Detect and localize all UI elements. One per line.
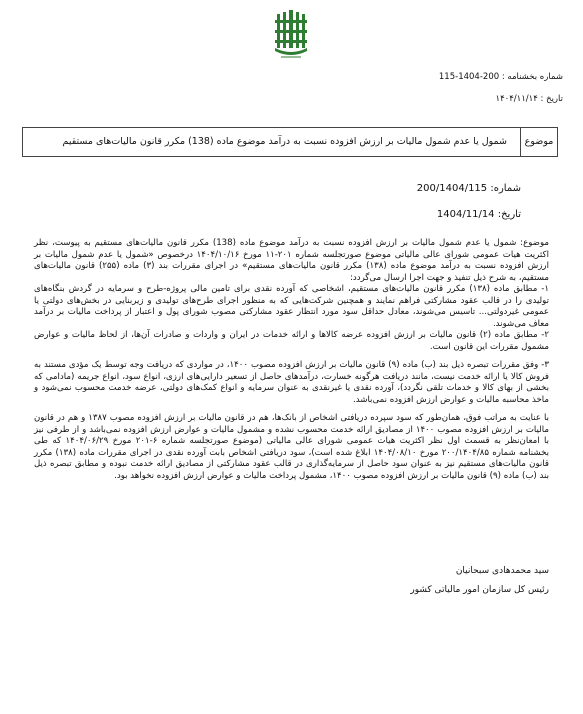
circular-number: شماره بخشنامه : 200-1404-115 [438,72,563,82]
letter-body [34,238,549,482]
letter-date: تاریخ: 1404/11/14 [436,209,521,220]
subject-label: موضوع [520,128,557,156]
body-intro: موضوع: شمول یا عدم شمول مالیات بر ارزش افزوده نسبت به درآمد موضوع ماده (138) مکرر قانون مالیات‌های مستقیم به پیوست، نظر اکثریت هیات عمومی شورای عالی مالیاتی موضوع صورتجلسه شماره ۲۰۱-۱۱ مورخ ۱۴۰۴/۱۰/۱۶ درخصوص «شمول یا عدم شمول مالیات بر ارزش افزوده نسبت به درآمد موضوع ماده (۱۳۸) مکرر قانون مالیات‌های مستقیم» در اجرای مقررات بند (۳) ماده (۲۵۵) قانون مالیات‌های مستقیم، به شرح ذیل تنفیذ و جهت اجرا ارسال می‌گردد: [34,238,549,283]
body-conclusion: با عنایت به مراتب فوق، همان‌طور که سود سپرده دریافتی اشخاص از بانک‌ها، هم در قانون مالیات بر ارزش افزوده مصوب ۱۳۸۷ و هم در قانون مالیات بر ارزش افزوده مصوب ۱۴۰۰ از مصادیق ارائه خدمت محسوب نشده و مشمول مالیات و عوارض ارزش افزوده نمی‌باشد و از طرفی نیز با امعان‌نظر به قسمت اول نظر اکثریت هیات عمومی شورای عالی مالیاتی (موضوع صورتجلسه شماره ۶-۲۰۱ مورخ ۱۴۰۴/۰۶/۲۹ که طی بخشنامه شماره ۲۰۰/۱۴۰۴/۸۵ مورخ ۱۴۰۴/۰۸/۱۰ ابلاغ شده است)، سود دریافتی اشخاص بابت آورده نقدی در اجرای مقررات ماده (۱۳۸) مکرر قانون مالیات‌های مستقیم نیز به عنوان سود حاصل از سرمایه‌گذاری در قالب عقود مشارکتی از مصادیق ارائه خدمت نبوده و مطابق تبصره ذیل بند (ب) ماده (۹) قانون مالیات بر ارزش افزوده مصوب ۱۴۰۰، مشمول پرداخت مالیات و عوارض ارزش افزوده نخواهد بود. [34,413,550,481]
circular-date: تاریخ : ۱۴۰۴/۱۱/۱۴ [495,94,563,104]
subject-text: شمول یا عدم شمول مالیات بر ارزش افزوده نسبت به درآمد موضوع ماده (138) مکرر قانون مالیات‌های مستقیم [62,136,507,147]
signatory-title: رئیس کل سازمان امور مالیاتی کشور [410,585,549,595]
body-item-1: ۱- مطابق ماده (۱۳۸) مکرر قانون مالیات‌های مستقیم، اشخاصی که آورده نقدی برای تامین مالی پروژه-طرح و سرمایه در گردش بنگاه‌های تولیدی را در قالب عقود مشارکتی فراهم نمایند و همچنین شرکت‌هایی که به منظور اجرای طرح‌های تولیدی و زیربنایی در بخش‌های دولتی یا عمومی غیردولتی... تاسیس می‌شوند، معادل حداقل سود مورد انتظار عقود مشارکتی مصوب شورای پول و اعتبار از پرداخت مالیات بر درآمد معاف می‌شوند. [34,284,550,329]
signatory-name: سید محمدهادی سبحانیان [455,566,549,576]
body-item-2: ۲- مطابق ماده (۲) قانون مالیات بر ارزش افزوده عرضه کالاها و ارائه خدمات در ایران و واردات و صادرات آن‌ها، از لحاظ مالیات و عوارض مشمول مقررات این قانون است. [34,330,549,352]
letter-number: شماره: 200/1404/115 [416,183,521,194]
subject-box [22,127,558,157]
body-item-3: ۳- وفق مقررات تبصره ذیل بند (ب) ماده (۹) قانون مالیات بر ارزش افزوده مصوب ۱۴۰۰، در مواردی که دریافت وجه توسط یک مؤدی مستند به فروش کالا یا ارائه خدمت نیست، مانند دریافت هرگونه خسارت، درآمدهای حاصل از تسعیر دارایی‌های ارزی، انواع سود، انواع جریمه (مادامی که بخشی از بهای کالا و خدمات تلقی نگردد)، آورده نقدی یا غیرنقدی به عنوان سرمایه و انواع کمک‌های دولتی، عرضه خدمت محسوب نمی‌شود و ماخذ محاسبه مالیات و عوارض ارزش افزوده نمی‌باشد. [34,360,549,405]
organization-logo-icon [271,10,311,62]
